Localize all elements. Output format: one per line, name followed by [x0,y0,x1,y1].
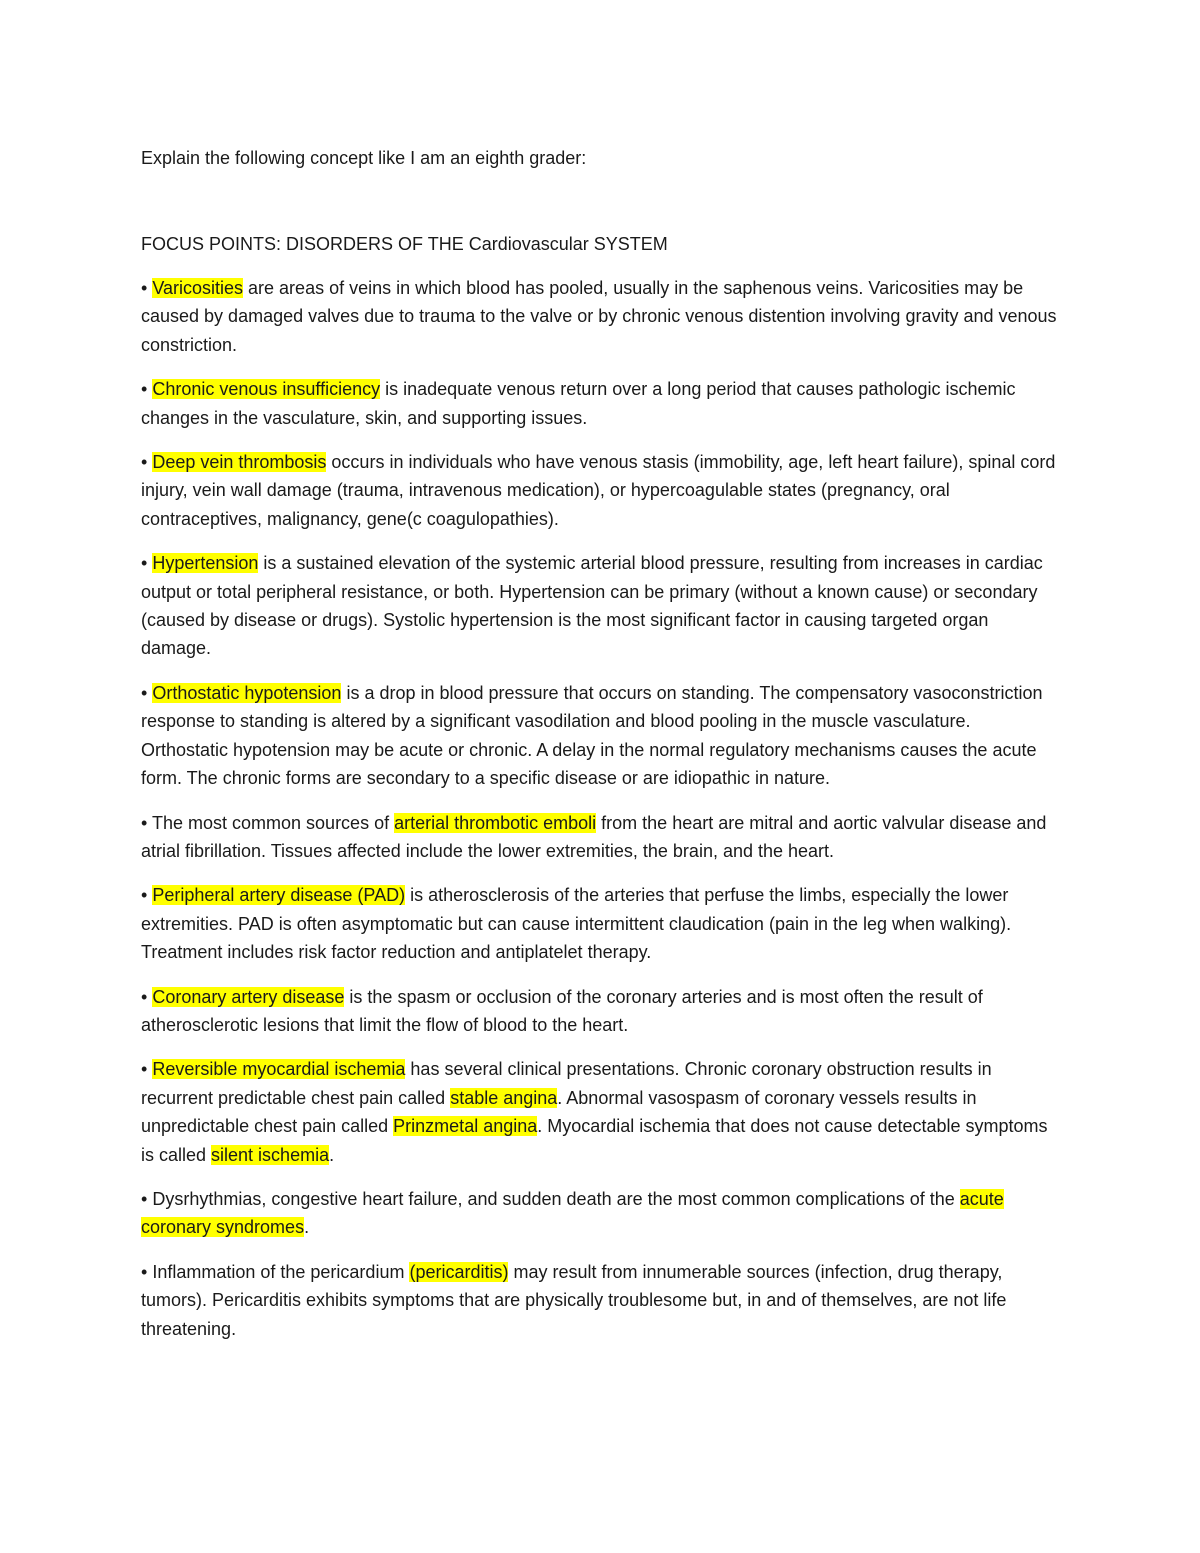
bullet-list [141,274,1061,1359]
bullet-text: has several clinical presentations. Chronic coronary obstruction results in recurrent predictable chest pain called [141,1059,992,1108]
bullet-item [141,881,1061,966]
bullet-text: . Myocardial ischemia that does not cause detectable symptoms is called [141,1116,1048,1165]
highlighted-term: silent ischemia [211,1144,330,1165]
highlighted-term: Orthostatic hypotension [152,682,342,703]
bullet-text: is inadequate venous return over a long period that causes pathologic ischemic changes in the vasculature, skin, and supporting issues. [141,379,1016,428]
bullet-symbol: • [141,986,148,1007]
highlighted-term: Peripheral artery disease (PAD) [152,885,406,906]
bullet-text: The most common sources of [152,812,395,833]
section-heading: FOCUS POINTS: DISORDERS OF THE Cardiovascular SYSTEM [141,234,668,254]
bullet-text: . Abnormal vasospasm of coronary vessels results in unpredictable chest pain called [141,1087,977,1137]
bullet-symbol: • [141,452,148,473]
highlighted-term: (pericarditis) [409,1261,509,1282]
highlighted-term: Hypertension [152,553,259,574]
bullet-item [141,1185,1061,1242]
highlighted-term: Deep vein thrombosis [152,452,327,473]
bullet-symbol: • [141,682,148,703]
bullet-text: Inflammation of the pericardium [152,1261,410,1282]
bullet-item [141,274,1061,359]
highlighted-term: Varicosities [152,278,244,298]
bullet-text: from the heart are mitral and aortic valvular disease and atrial fibrillation. Tissues affected include the lower extremities, the brain, and the heart. [141,812,1047,861]
bullet-symbol: • [141,812,148,833]
bullet-item [141,983,1061,1040]
bullet-text: may result from innumerable sources (infection, drug therapy, tumors). Pericarditis exhibits symptoms that are physically troublesome but, in and of themselves, are not life threatening. [141,1261,1007,1339]
bullet-text: is a drop in blood pressure that occurs on standing. The compensatory vasoconstriction response to standing is altered by a significant vasodilation and blood pooling in the muscle vasculature. Orthostatic hypotension may be acute or chronic. A delay in the normal regulatory mechanisms causes the acute form. The chronic forms are secondary to a specific disease or are idiopathic in nature. [141,682,1043,789]
highlighted-term: Chronic venous insufficiency [152,379,381,400]
bullet-text: is atherosclerosis of the arteries that perfuse the limbs, especially the lower extremities. PAD is often asymptomatic but can cause intermittent claudication (pain in the leg when walking). Treatment includes risk factor reduction and antiplatelet therapy. [141,885,1012,963]
bullet-text: . [304,1217,310,1238]
highlighted-term: acute coronary syndromes [141,1188,1004,1238]
bullet-text: . [329,1144,335,1165]
bullet-text: occurs in individuals who have venous stasis (immobility, age, left heart failure), spinal cord injury, vein wall damage (trauma, intravenous medication), or hypercoagulable states (pregnancy, oral contraceptives, malignancy, gene(c coagulopathies). [141,452,1056,529]
bullet-text: are areas of veins in which blood has pooled, usually in the saphenous veins. Varicosities may be caused by damaged valves due to trauma to the valve or by chronic venous distention involving gravity and venous constriction. [141,278,1057,355]
bullet-text: Dysrhythmias, congestive heart failure, and sudden death are the most common complications of the [152,1188,960,1209]
bullet-item [141,448,1061,533]
bullet-symbol: • [141,1188,148,1209]
bullet-symbol: • [141,553,148,574]
bullet-symbol: • [141,1059,148,1080]
highlighted-term: Reversible myocardial ischemia [152,1059,406,1080]
bullet-item [141,1258,1061,1343]
highlighted-term: arterial thrombotic emboli [394,812,597,833]
bullet-symbol: • [141,379,148,400]
highlighted-term: Prinzmetal angina [393,1116,538,1137]
bullet-item [141,549,1061,663]
bullet-text: is a sustained elevation of the systemic arterial blood pressure, resulting from increases in cardiac output or total peripheral resistance, or both. Hypertension can be primary (without a known cause) or secondary (caused by disease or drugs). Systolic hypertension is the most significant factor in causing targeted organ damage. [141,553,1043,659]
bullet-text: is the spasm or occlusion of the coronary arteries and is most often the result of atherosclerotic lesions that limit the flow of blood to the heart. [141,986,983,1035]
intro-text: Explain the following concept like I am an eighth grader: [141,148,587,168]
highlighted-term: stable angina [450,1087,558,1108]
bullet-symbol: • [141,885,148,906]
bullet-symbol: • [141,1261,148,1282]
bullet-item [141,679,1061,793]
bullet-item [141,809,1061,866]
highlighted-term: Coronary artery disease [152,986,345,1007]
bullet-item [141,375,1061,432]
bullet-item [141,1055,1061,1169]
bullet-symbol: • [141,278,148,298]
